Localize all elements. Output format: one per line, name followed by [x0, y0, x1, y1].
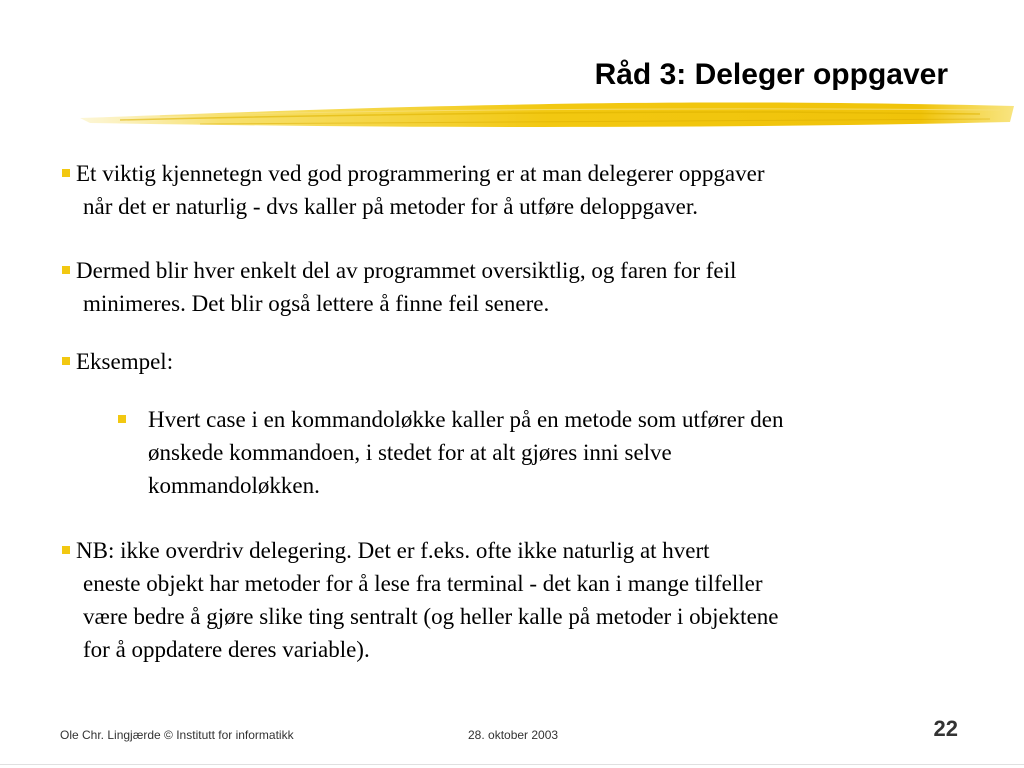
title-underline-brushstroke	[80, 96, 1014, 136]
square-bullet-icon	[62, 266, 70, 274]
bullet-line: Eksempel:	[62, 345, 964, 378]
bullet-line: for å oppdatere deres variable).	[83, 637, 370, 662]
bullet-1	[62, 157, 964, 223]
bullet-2	[62, 254, 964, 320]
square-bullet-icon	[62, 357, 70, 365]
footer-author: Ole Chr. Lingjærde © Institutt for informatikk	[60, 728, 294, 742]
square-bullet-icon	[118, 415, 126, 423]
page-number: 22	[933, 716, 958, 741]
sub-bullet-line: Hvert case i en kommandoløkke kaller på en metode som utfører den	[118, 403, 964, 436]
square-bullet-icon	[62, 546, 70, 554]
bullet-3	[62, 345, 964, 378]
bullet-line: når det er naturlig - dvs kaller på metoder for å utføre deloppgaver.	[83, 194, 699, 219]
bullet-line: minimeres. Det blir også lettere å finne feil senere.	[83, 291, 550, 316]
bullet-4	[62, 534, 964, 666]
bottom-divider	[0, 764, 1024, 765]
square-bullet-icon	[62, 169, 70, 177]
sub-bullet-line: ønskede kommandoen, i stedet for at alt gjøres inni selve	[148, 440, 672, 465]
bullet-line: Dermed blir hver enkelt del av programmet oversiktlig, og faren for feil	[62, 254, 964, 287]
sub-bullet	[118, 403, 964, 502]
slide-title: Råd 3: Deleger oppgaver	[594, 58, 948, 91]
footer-date: 28. oktober 2003	[468, 728, 559, 742]
bullet-line: Et viktig kjennetegn ved god programmering er at man delegerer oppgaver	[62, 157, 964, 190]
bullet-line: NB: ikke overdriv delegering. Det er f.eks. ofte ikke naturlig at hvert	[62, 534, 964, 567]
bullet-line: eneste objekt har metoder for å lese fra terminal - det kan i mange tilfeller	[83, 571, 763, 596]
sub-bullet-line: kommandoløkken.	[148, 473, 320, 498]
bullet-line: være bedre å gjøre slike ting sentralt (og heller kalle på metoder i objektene	[83, 604, 779, 629]
